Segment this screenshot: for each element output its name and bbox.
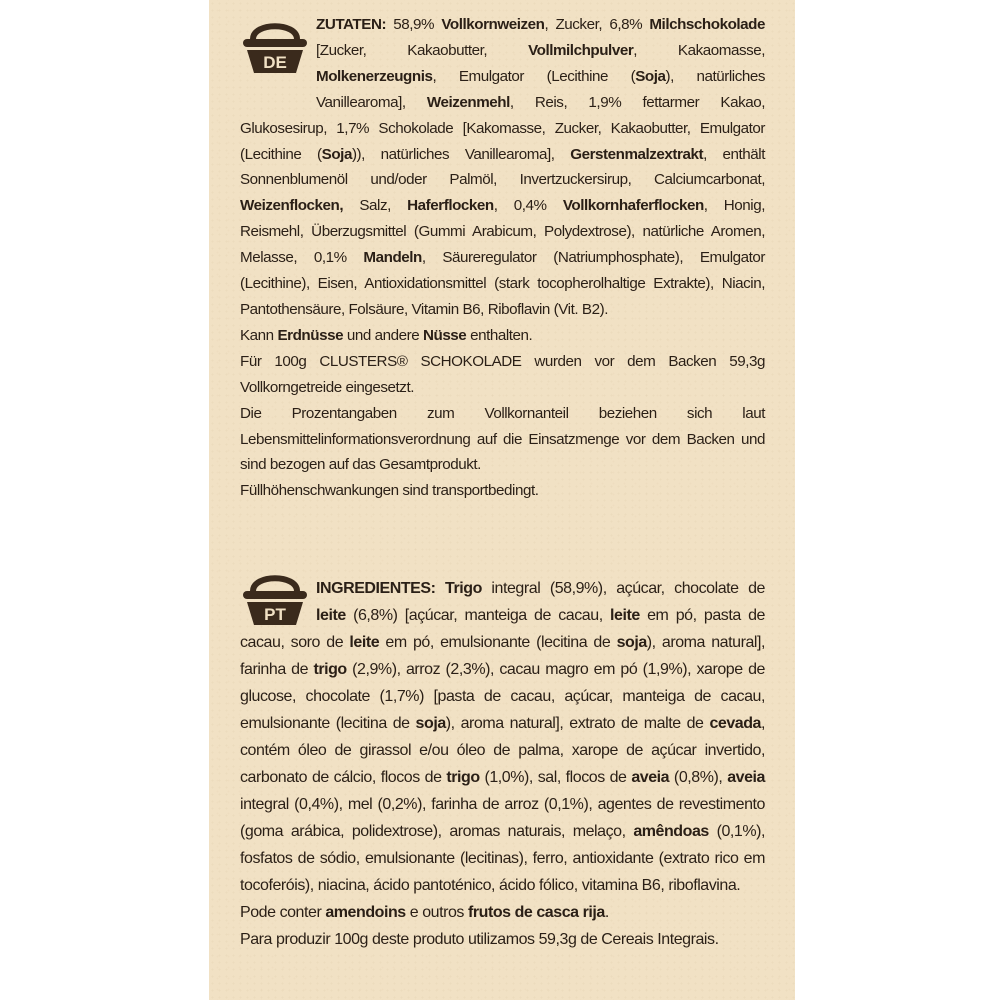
ingredient-text: integral (58,9%), açúcar, chocolate de bbox=[481, 580, 766, 597]
ingredient-text: )), natürliches Vanillearoma], bbox=[351, 145, 571, 163]
de-badge-spacer bbox=[240, 12, 316, 92]
allergen-text: cevada bbox=[709, 715, 762, 732]
allergen-text: soja bbox=[616, 634, 647, 651]
de-ingredient-list bbox=[240, 16, 765, 318]
allergen-text: leite bbox=[316, 607, 346, 624]
ingredient-text: , Honig, Reismehl, Überzugsmittel (Gummi Arabicum, Polydextrose), natürliche Aromen, Melasse, 0,1% bbox=[240, 197, 765, 267]
allergen-text: frutos de casca rija bbox=[467, 904, 605, 921]
ingredient-text: [Zucker, Kakaobutter, bbox=[316, 41, 529, 59]
de-nut-warning bbox=[240, 323, 765, 349]
ingredient-text: integral (0,4%), mel (0,2%), farinha de arroz (0,1%), agentes de revestimento (goma arábica, polidextrose), aromas naturais, melaço, bbox=[240, 796, 765, 840]
ingredient-text: (2,9%), arroz (2,3%), cacau magro em pó (1,9%), xarope de glucose, chocolate (1,7%) [pasta de cacau, açúcar, manteiga de cacau, emulsionante (lecitina de bbox=[240, 661, 765, 732]
allergen-text: leite bbox=[349, 634, 380, 651]
allergen-text: Vollkornhaferflocken bbox=[562, 197, 704, 215]
ingredient-text: (0,8%), bbox=[669, 769, 728, 786]
allergen-text: Weizenflocken, bbox=[240, 197, 344, 215]
allergen-text: Milchschokolade bbox=[649, 16, 765, 33]
allergen-text: trigo bbox=[446, 769, 480, 786]
allergen-text: INGREDIENTES: bbox=[316, 580, 436, 597]
allergen-text: leite bbox=[610, 607, 640, 624]
pt-ingredient-list bbox=[240, 580, 765, 894]
allergen-text: Soja bbox=[635, 67, 666, 85]
pt-nut-warning bbox=[240, 899, 765, 926]
ingredient-text: (6,8%) [açúcar, manteiga de cacau, bbox=[345, 607, 610, 624]
ingredient-text: , Zucker, 6,8% bbox=[544, 16, 650, 33]
allergen-text: soja bbox=[415, 715, 446, 732]
allergen-text: Nüsse bbox=[422, 326, 467, 344]
allergen-text: Vollmilchpulver bbox=[528, 41, 634, 59]
ingredient-text: (1,0%), sal, flocos de bbox=[479, 769, 632, 786]
allergen-text: aveia bbox=[631, 769, 670, 786]
pt-whole-grain-note: Para produzir 100g deste produto utilizamos 59,3g de Cereais Integrais. bbox=[240, 931, 719, 948]
ingredient-text: 58,9% bbox=[386, 16, 442, 33]
ingredient-text: (0,1%), fosfatos de sódio, emulsionante (lecitinas), ferro, antioxidante (extrato rico em tocoferóis), niacina, ácido pantoténico, ácido fólico, vitamina B6, riboflavina. bbox=[240, 823, 765, 894]
allergen-text: amendoins bbox=[325, 904, 406, 921]
ingredient-text: ), natürliches Vanillearoma], bbox=[316, 67, 765, 111]
allergen-text: Weizenmehl bbox=[426, 93, 510, 111]
ingredient-text: , Säureregulator (Natriumphosphate), Emulgator (Lecithine), Eisen, Antioxidationsmittel (stark tocopherolhaltige Extrakte), Niacin, Pantothensäure, Folsäure, Vitamin B6, Riboflavin (Vit. B2). bbox=[240, 249, 766, 318]
de-badge-label: DE bbox=[263, 53, 287, 72]
allergen-text: Gerstenmalzextrakt bbox=[570, 145, 704, 163]
ingredient-text: e outros bbox=[405, 904, 468, 921]
allergen-text: amêndoas bbox=[633, 823, 709, 840]
allergen-text: aveia bbox=[727, 769, 765, 786]
de-percentage-note: Die Prozentangaben zum Vollkornanteil beziehen sich laut Lebensmittelinformationsverordnung auf die Einsatzmenge vor dem Backen und sind bezogen auf das Gesamtprodukt. bbox=[240, 404, 765, 474]
allergen-text: Mandeln bbox=[363, 249, 422, 267]
ingredient-text: , contém óleo de girassol e/ou óleo de palma, xarope de açúcar invertido, carbonato de cálcio, flocos de bbox=[240, 715, 766, 786]
ingredient-text: em pó, emulsionante (lecitina de bbox=[379, 634, 617, 651]
ingredient-text: , Reis, 1,9% fettarmer Kakao, Glukosesirup, 1,7% Schokolade [Kakomasse, Zucker, Kakaobutter, Emulgator (Lecithine ( bbox=[240, 93, 765, 163]
allergen-text: trigo bbox=[313, 661, 347, 678]
allergen-text: ZUTATEN: bbox=[316, 16, 387, 33]
allergen-text: Molkenerzeugnis bbox=[316, 67, 433, 85]
ingredients-panel bbox=[209, 0, 795, 1000]
ingredient-text: Kann bbox=[240, 326, 278, 344]
ingredient-text: Salz, bbox=[343, 197, 408, 215]
ingredient-text: enthalten. bbox=[466, 326, 533, 344]
ingredient-text: ), aroma natural], extrato de malte de bbox=[445, 715, 710, 732]
de-whole-grain-note: Für 100g CLUSTERS® SCHOKOLADE wurden vor dem Backen 59,3g Vollkorngetreide eingesetzt. bbox=[240, 352, 765, 396]
allergen-text: Erdnüsse bbox=[277, 326, 344, 344]
ingredient-text: , Kakaomasse, bbox=[633, 41, 765, 59]
pt-badge-label: PT bbox=[264, 605, 286, 624]
ingredient-text: , enthält Sonnenblumenöl und/oder Palmöl, Invertzuckersirup, Calciumcarbonat, bbox=[240, 145, 765, 189]
allergen-text: Soja bbox=[321, 145, 352, 163]
allergen-text: Vollkornweizen bbox=[441, 16, 545, 33]
pt-ingredients-block bbox=[240, 575, 765, 953]
de-fill-note: Füllhöhenschwankungen sind transportbedingt. bbox=[240, 482, 539, 500]
ingredient-text: ), aroma natural], farinha de bbox=[240, 634, 765, 678]
allergen-text: Haferflocken bbox=[407, 197, 494, 215]
ingredient-text: , 0,4% bbox=[493, 197, 563, 215]
ingredient-text bbox=[436, 580, 446, 597]
ingredient-text: Pode conter bbox=[240, 904, 326, 921]
de-ingredients-block bbox=[240, 12, 765, 504]
ingredient-text: , Emulgator (Lecithine ( bbox=[432, 67, 636, 85]
allergen-text: Trigo bbox=[445, 580, 482, 597]
ingredient-text: und andere bbox=[343, 326, 423, 344]
ingredient-text: . bbox=[604, 904, 609, 921]
ingredient-text: em pó, pasta de cacau, soro de bbox=[240, 607, 765, 651]
pt-badge-spacer bbox=[240, 575, 316, 629]
